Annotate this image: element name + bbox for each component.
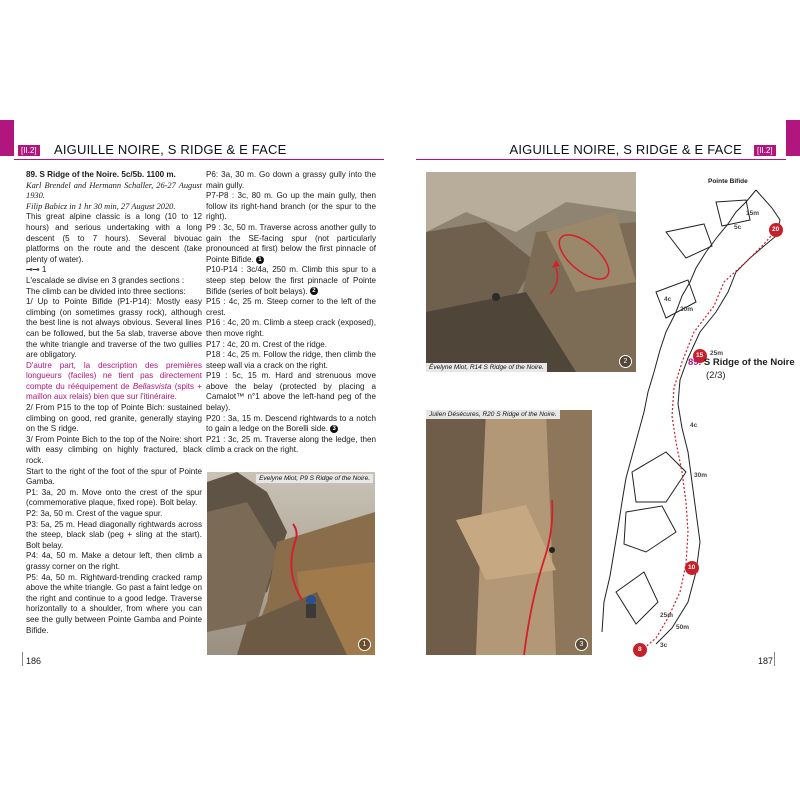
pitch-p19: P19 : 5c, 15 m. Hard and strenuous move above the belay (protected by placing a Camalot™ n°1 above the left-hand peg of the belay). bbox=[206, 371, 376, 413]
left-page-title: AIGUILLE NOIRE, S RIDGE & E FACE bbox=[54, 142, 287, 157]
belay-15: 15 bbox=[696, 352, 704, 359]
belay-8: 8 bbox=[638, 646, 642, 653]
left-section-tag: [II.2] bbox=[18, 145, 40, 156]
right-header-rule bbox=[416, 159, 786, 160]
photo-ref-marker-2: 2 bbox=[310, 287, 318, 295]
pitch-p9: P9 : 3c, 50 m. Traverse across another gully to gain the SE-facing spur (not particularly pronounced at first) below the first pinnacle of Pointe Bifide. 1 bbox=[206, 222, 376, 264]
photo1-caption: Evelyne Miot, P9 S Ridge of the Noire. bbox=[256, 474, 373, 483]
pitch-label: 3c bbox=[660, 642, 668, 649]
gear-count: 1 bbox=[41, 265, 47, 275]
photo2-caption: Évelyne Miot, R14 S Ridge of the Noire. bbox=[426, 363, 547, 372]
pitch-label: 25m bbox=[710, 350, 724, 357]
section-1: 1/ Up to Pointe Bifide (P1-P14): Mostly easy climbing (on sometimes grassy rock), although the best line is not always obvious. Several lines can be followed, but the 5a slab, traverse above the white triangle and traverse of the two gullies are obligatory. bbox=[26, 297, 202, 360]
right-page-number: 187 bbox=[758, 656, 774, 666]
right-section-tag: [II.2] bbox=[754, 145, 776, 156]
pitch-p21: P21 : 3c, 25 m. Traverse along the ledge, then climb a crack on the right. bbox=[206, 434, 376, 455]
french-note: D'autre part, la description des premières longueurs (faciles) ne tient pas directement compte du rééquipement de Bellasvista (spits + maillon aux relais) bien que sur l'itinéraire. bbox=[26, 360, 202, 402]
pitch-p5: P5: 4a, 50 m. Rightward-trending cracked ramp above the white triangle. Go past a faint ledge on the right and continue to a good ledge. Traverse horizontally to a shoulder, from where you can see the gully between Pointe Gamba and Pointe Bifide. bbox=[26, 572, 202, 635]
pitch-p18: P18 : 4c, 25 m. Follow the ridge, then climb the steep wall via a crack on the right. bbox=[206, 350, 376, 370]
topo-route-name: S Ridge of the Noire bbox=[703, 357, 795, 368]
pitch-p3: P3: 5a, 25 m. Head diagonally rightwards across the steep, black slab (peg + sling at the start). Bolt belay. bbox=[26, 519, 202, 550]
french-intro: L'escalade se divise en 3 grandes sections : bbox=[26, 275, 185, 285]
quickdraw-icon: ⊸⊸ bbox=[26, 265, 40, 275]
gear-line bbox=[26, 265, 202, 276]
pitch-label: 4c bbox=[664, 296, 672, 303]
pitch-label: 15m bbox=[746, 210, 760, 217]
left-header-bar bbox=[0, 120, 14, 156]
pitch-label: 5c bbox=[734, 224, 742, 231]
pitch-label: 25m bbox=[660, 612, 674, 619]
right-header-bar bbox=[786, 120, 800, 156]
pitch-p1: P1: 3a, 20 m. Move onto the crest of the spur (commemorative plaque, fixed rope). Bolt belay. bbox=[26, 487, 202, 508]
photo-p9-climber bbox=[207, 472, 375, 655]
photo-r20-face bbox=[426, 410, 592, 655]
left-header-rule bbox=[14, 159, 384, 160]
section-2: 2/ From P15 to the top of Pointe Bich: sustained climbing on good, red granite, generally staying on the S ridge. bbox=[26, 403, 202, 434]
photo-ref-marker-3: 3 bbox=[330, 425, 338, 433]
pitch-p4: P4: 4a, 50 m. Make a detour left, then climb a grassy corner on the right. bbox=[26, 551, 202, 571]
middle-text-column bbox=[206, 170, 376, 456]
photo3-caption: Julien Désécures, R20 S Ridge of the Noire. bbox=[426, 410, 560, 419]
right-page-rule bbox=[774, 652, 775, 666]
first-ascent: Karl Brendel and Hermann Schaller, 26-27 August 1930. bbox=[26, 180, 202, 201]
route-intro: This great alpine classic is a long (10 to 12 hours) and serious undertaking with a long descent (5 to 7 hours). Several bivouac platforms on the route and the descent (take plenty of water). bbox=[26, 212, 202, 264]
pitch-p17: P17 : 4c, 20 m. Crest of the ridge. bbox=[206, 339, 328, 349]
left-text-column bbox=[26, 170, 202, 636]
pitch-p7-p8: P7-P8 : 3c, 80 m. Go up the main gully, then follow its right-hand branch (or the spur to the right). bbox=[206, 191, 376, 222]
fastest-ascent: Filip Babicz in 1 hr 30 min, 27 August 2020. bbox=[26, 201, 176, 211]
pitch-label: 20m bbox=[680, 306, 694, 313]
topo-route-number: 89. bbox=[688, 357, 702, 368]
pitch-p20: P20 : 3a, 15 m. Descend rightwards to a notch to gain a ledge on the Borelli side. 3 bbox=[206, 413, 376, 434]
route-title: 89. S Ridge of the Noire. 5c/5b. 1100 m. bbox=[26, 170, 176, 179]
pitch-label: 50m bbox=[676, 624, 690, 631]
photo3-number: 3 bbox=[575, 638, 588, 651]
pitch-p6: P6: 3a, 30 m. Go down a grassy gully into the main gully. bbox=[206, 170, 376, 190]
left-page-number: 186 bbox=[26, 656, 42, 666]
pitch-p15: P15 : 4c, 25 m. Steep corner to the left of the crest. bbox=[206, 297, 376, 317]
start-description: Start to the right of the foot of the spur of Pointe Gamba. bbox=[26, 466, 202, 487]
photo-ref-marker-1: 1 bbox=[256, 256, 264, 264]
photo1-number: 1 bbox=[358, 638, 371, 651]
left-page-rule bbox=[22, 652, 23, 666]
pitch-p16: P16 : 4c, 20 m. Climb a steep crack (exposed), then move right. bbox=[206, 318, 376, 338]
pitch-label: 4c bbox=[690, 422, 698, 429]
belay-20: 20 bbox=[772, 226, 780, 233]
pitch-label: 30m bbox=[694, 472, 708, 479]
section-3: 3/ From Pointe Bich to the top of the Noire: short with easy climbing on highly fractured, black rock. bbox=[26, 434, 202, 466]
english-intro: The climb can be divided into three sections: bbox=[26, 286, 186, 296]
belay-10: 10 bbox=[688, 564, 696, 571]
topo-route-title bbox=[688, 357, 795, 368]
route-topo-diagram bbox=[596, 172, 800, 662]
pitch-p10-p14: P10-P14 : 3c/4a, 250 m. Climb this spur to a steep step below the first pinnacle of Pointe Bifide (series of bolt belays). 2 bbox=[206, 265, 376, 296]
topo-route-part: (2/3) bbox=[706, 370, 726, 381]
right-page-title: AIGUILLE NOIRE, S RIDGE & E FACE bbox=[509, 142, 742, 157]
topo-summit-label: Pointe Bifide bbox=[708, 178, 748, 185]
pitch-p2: P2: 3a, 50 m. Crest of the vague spur. bbox=[26, 509, 163, 518]
photo2-number: 2 bbox=[619, 355, 632, 368]
